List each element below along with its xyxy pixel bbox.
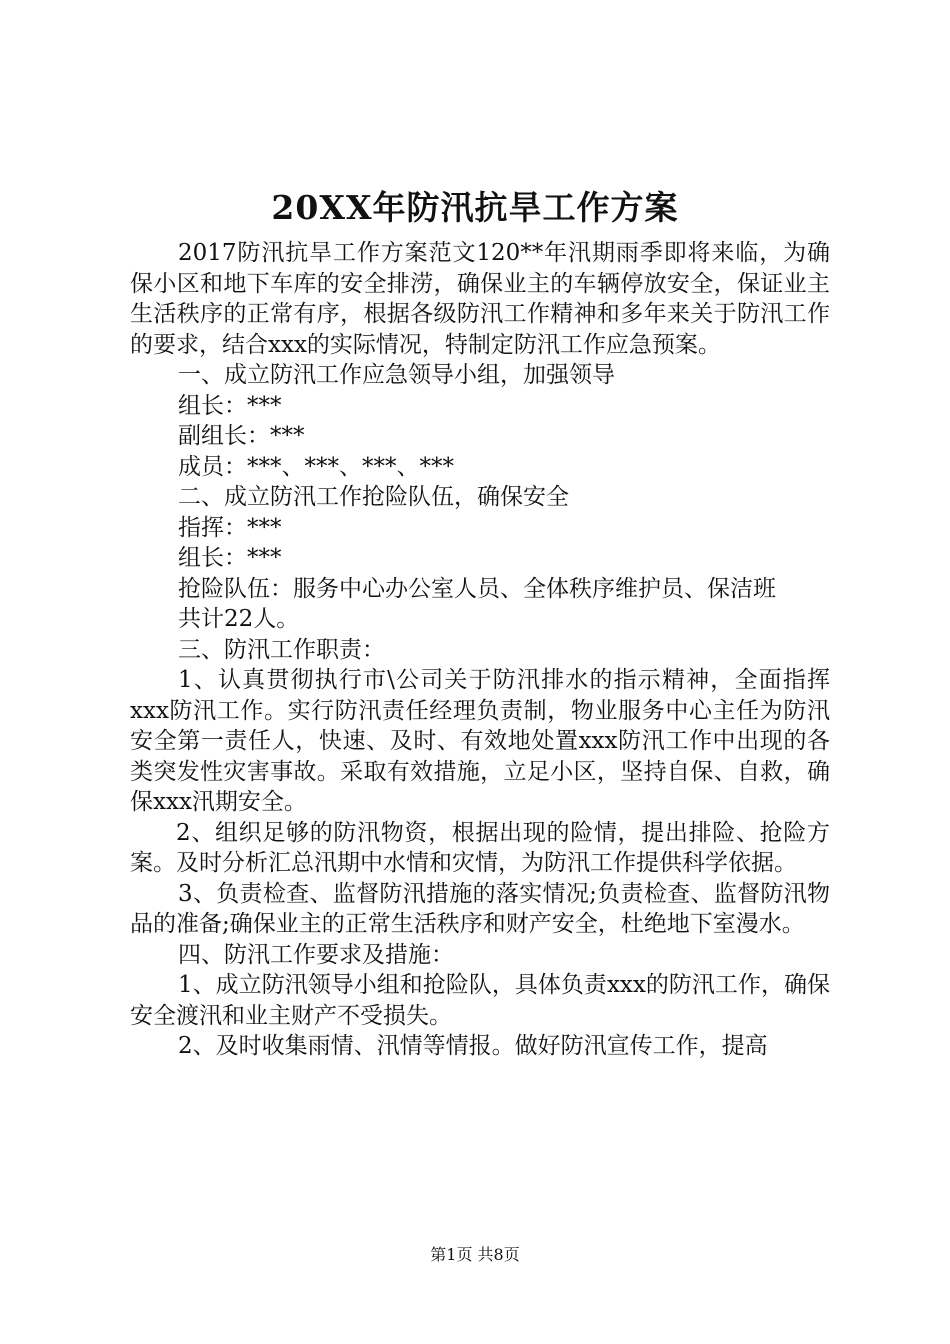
document-body [130,238,830,1062]
paragraph-duty-3: 3、负责检查、监督防汛措施的落实情况;负责检查、监督防汛物品的准备;确保业主的正常生活秩序和财产安全，杜绝地下室漫水。 [130,880,830,937]
list-item-total: 共计22人。 [178,606,300,632]
list-item-members: 成员：***、***、***、*** [178,453,454,480]
paragraph-duty-1: 1、认真贯彻执行市\公司关于防汛排水的指示精神，全面指挥xxx防汛工作。实行防汛责任经理负责制，物业服务中心主任为防汛安全第一责任人，快速、及时、有效地处置xxx防汛工作中出现的各类突发性灾害事故。采取有效措施，立足小区，坚持自保、自救，确保xxx汛期安全。 [130,667,830,815]
paragraph-measure-2: 2、及时收集雨情、汛情等情报。做好防汛宣传工作，提高 [178,1033,768,1059]
paragraph-measure-1: 1、成立防汛领导小组和抢险队，具体负责xxx的防汛工作，确保安全渡汛和业主财产不受损失。 [130,972,830,1029]
section-heading-3: 三、防汛工作职责： [178,636,385,663]
paragraph-duty-2: 2、组织足够的防汛物资，根据出现的险情，提出排险、抢险方案。及时分析汇总汛期中水情和灾情，为防汛工作提供科学依据。 [130,819,830,876]
document-title: 20XX年防汛抗旱工作方案 [271,188,679,227]
list-item-team-leader: 组长：*** [178,545,282,571]
paragraph-intro: 2017防汛抗旱工作方案范文120**年汛期雨季即将来临，为确保小区和地下车库的安全排涝，确保业主的车辆停放安全，保证业主生活秩序的正常有序，根据各级防汛工作精神和多年来关于防汛工作的要求，结合xxx的实际情况，特制定防汛工作应急预案。 [130,240,830,358]
section-heading-4: 四、防汛工作要求及措施： [178,941,454,968]
section-heading-1: 一、成立防汛工作应急领导小组，加强领导 [178,362,615,388]
list-item-rescue-team: 抢险队伍：服务中心办公室人员、全体秩序维护员、保洁班 [178,575,776,602]
page-number-footer: 第1页 共8页 [430,1245,520,1264]
list-item-commander: 指挥：*** [178,514,282,541]
list-item-leader: 组长：*** [178,392,282,419]
section-heading-2: 二、成立防汛工作抢险队伍，确保安全 [178,484,569,510]
list-item-deputy-leader: 副组长：*** [178,423,305,449]
